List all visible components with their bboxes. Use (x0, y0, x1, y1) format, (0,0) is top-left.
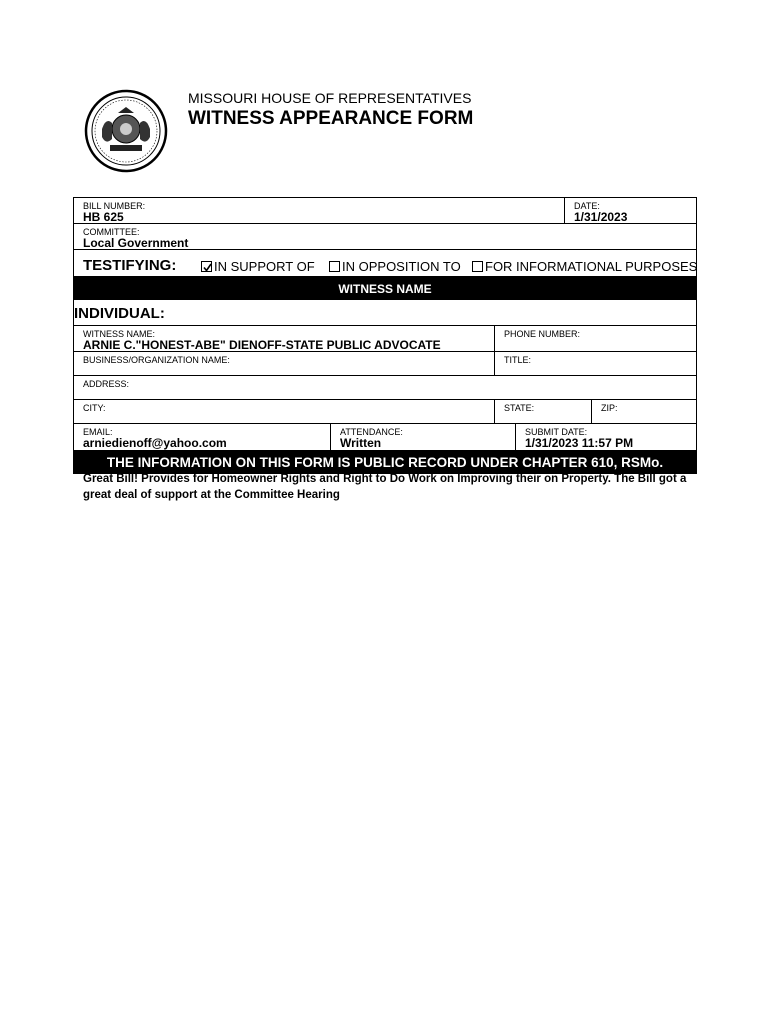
witness-name-value: ARNIE C."HONEST-ABE" DIENOFF-STATE PUBLIC ADVOCATE (83, 338, 441, 352)
witness-name-banner: WITNESS NAME (73, 276, 697, 300)
option-in-opposition (329, 259, 461, 274)
state-label: STATE: (504, 403, 535, 413)
checkmark-icon (202, 262, 213, 273)
public-record-notice: THE INFORMATION ON THIS FORM IS PUBLIC RECORD UNDER CHAPTER 610, RSMo. (73, 451, 697, 474)
city-row (73, 400, 697, 424)
date-value: 1/31/2023 (574, 210, 628, 224)
committee-label: COMMITTEE: (83, 227, 140, 237)
title-label: TITLE: (504, 355, 532, 365)
form-title: WITNESS APPEARANCE FORM (188, 108, 474, 129)
checkbox-in-opposition[interactable] (329, 261, 340, 272)
option-in-support (201, 259, 315, 274)
date-label: DATE: (574, 201, 600, 211)
bill-number-label: BILL NUMBER: (83, 201, 146, 211)
option-in-opposition-label: IN OPPOSITION TO (342, 259, 461, 274)
phone-label: PHONE NUMBER: (504, 329, 581, 339)
witness-name-row (73, 325, 697, 352)
email-label: EMAIL: (83, 427, 113, 437)
business-label: BUSINESS/ORGANIZATION NAME: (83, 355, 230, 365)
zip-label: ZIP: (601, 403, 618, 413)
testifying-label: TESTIFYING: (83, 257, 177, 274)
city-label: CITY: (83, 403, 106, 413)
submit-date-label: SUBMIT DATE: (525, 427, 588, 437)
option-informational-label: FOR INFORMATIONAL PURPOSES (485, 259, 698, 274)
address-label: ADDRESS: (83, 379, 130, 389)
email-value: arniedienoff@yahoo.com (83, 436, 227, 450)
bill-number-value: HB 625 (83, 210, 124, 224)
option-informational (472, 259, 697, 274)
bill-date-row (73, 197, 697, 224)
business-row (73, 352, 697, 376)
committee-value: Local Government (83, 236, 189, 250)
individual-row (73, 300, 697, 325)
email-row (73, 424, 697, 451)
checkbox-informational[interactable] (472, 261, 483, 272)
header-org: MISSOURI HOUSE OF REPRESENTATIVES (188, 90, 472, 106)
witness-form (73, 197, 697, 474)
option-in-support-label: IN SUPPORT OF (214, 259, 315, 274)
witness-name-label: WITNESS NAME: (83, 329, 156, 339)
testifying-row (73, 250, 697, 276)
committee-row (73, 224, 697, 250)
attendance-value: Written (340, 436, 382, 450)
state-seal-icon (84, 89, 168, 173)
witness-comments: Great Bill! Provides for Homeowner Rights and Right to Do Work on Improving their on Property. The Bill got a great deal of support at the Committee Hearing (83, 473, 687, 501)
submit-date-value: 1/31/2023 11:57 PM (525, 436, 634, 450)
checkbox-in-support[interactable] (201, 261, 212, 272)
individual-label: INDIVIDUAL: (74, 305, 165, 322)
address-row (73, 376, 697, 400)
attendance-label: ATTENDANCE: (340, 427, 403, 437)
